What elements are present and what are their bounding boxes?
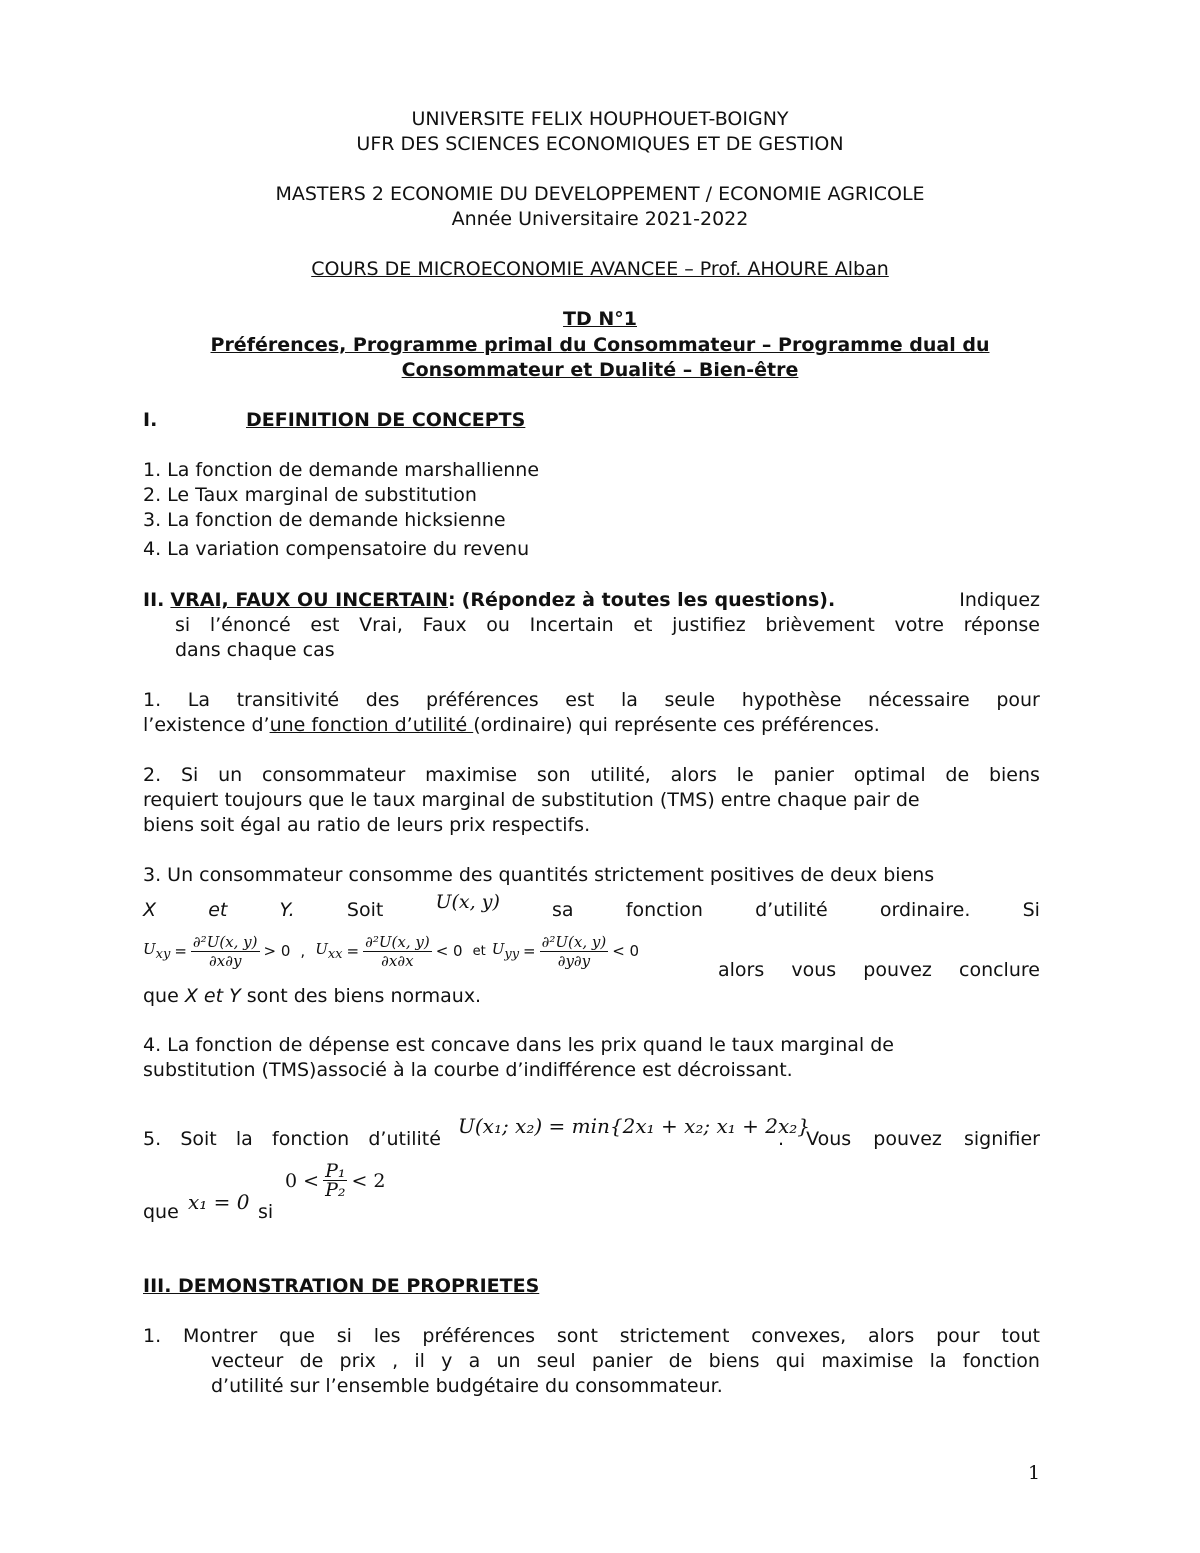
section2-heading: II. VRAI, FAUX OU INCERTAIN: (Répondez à toutes les questions). Indiquez [143, 589, 1040, 611]
section1-title: DEFINITION DE CONCEPTS [246, 409, 526, 431]
q5-utility-formula: U(x₁; x₂) = min{2x₁ + x₂; x₁ + 2x₂} [458, 1114, 810, 1138]
academic-year: Année Universitaire 2021-2022 [451, 208, 749, 230]
price-ratio-condition: 0 < $\frac{\text{P₁}}{\text{P₂}}$ < 2 [285, 1160, 386, 1201]
ufr-name: UFR DES SCIENCES ECONOMIQUES ET DE GESTION [356, 133, 844, 155]
q5-si: si [258, 1201, 274, 1223]
concept-item-3: 3. La fonction de demande hicksienne [143, 509, 506, 531]
q2-line2: requiert toujours que le taux marginal de substitution (TMS) entre chaque pair de [143, 789, 920, 811]
course-title: COURS DE MICROECONOMIE AVANCEE – Prof. AHOURE Alban [311, 258, 889, 280]
section3-title: III. DEMONSTRATION DE PROPRIETES [143, 1275, 540, 1297]
concept-item-2: 2. Le Taux marginal de substitution [143, 484, 477, 506]
fraction-uxx: $\frac{\text{∂²U(x, y)}}{\partial x\partial x}$ [365, 932, 430, 970]
s3-q1-line1: 1. Montrer que si les préférences sont strictement convexes, alors pour tout [143, 1325, 1040, 1347]
fraction-uyy: $\frac{\text{∂²U(x, y)}}{\partial y\partial y}$ [541, 932, 607, 970]
section2-instruction-line3: dans chaque cas [175, 639, 335, 661]
q4-line2: substitution (TMS)associé à la courbe d’indifférence est décroissant. [143, 1059, 793, 1081]
s3-q1-line3: d’utilité sur l’ensemble budgétaire du consommateur. [211, 1375, 723, 1397]
q3-line1: 3. Un consommateur consomme des quantités strictement positives de deux biens [143, 864, 935, 886]
q1-line1: 1. La transitivité des préférences est la seule hypothèse nécessaire pour [143, 689, 1040, 711]
q5-line1-start: 5. Soit la fonction d’utilité [143, 1128, 441, 1150]
second-derivative-conditions: $U_{xy}$ = $\frac{\text{∂²U(x, y)}}{\partial x\partial y}$ > 0 , $U_{xx}$ = $\frac{\text{∂²U(x, y)}}{\partial x\partial x}$ < 0 et $U_{yy}$ = $\frac{\text{∂²U(x, y)}}{\partial y\partial y}$ < 0 [143, 932, 640, 970]
section2-instruction-line2: si l’énoncé est Vrai, Faux ou Incertain et justifiez brièvement votre réponse [175, 614, 1040, 636]
q2-line3: biens soit égal au ratio de leurs prix respectifs. [143, 814, 591, 836]
section2-instruction: (Répondez à toutes les questions). [461, 589, 836, 611]
concept-item-1: 1. La fonction de demande marshallienne [143, 459, 540, 481]
university-name: UNIVERSITE FELIX HOUPHOUET-BOIGNY [411, 108, 789, 130]
q5-que: que [143, 1201, 179, 1223]
section2-title: VRAI, FAUX OU INCERTAIN [170, 589, 448, 611]
utility-formula: U(x, y) [435, 891, 500, 913]
fraction-uxy: $\frac{\text{∂²U(x, y)}}{\partial x\partial y}$ [192, 932, 258, 970]
section2-number: II. [143, 589, 165, 611]
q2-line1: 2. Si un consommateur maximise son utilité, alors le panier optimal de biens [143, 764, 1040, 786]
concept-item-4: 4. La variation compensatoire du revenu [143, 538, 530, 560]
section1-number: I. [143, 409, 158, 431]
q5-x1-zero: x₁ = 0 [188, 1190, 250, 1214]
s3-q1-line2: vecteur de prix , il y a un seul panier de biens qui maximise la fonction [211, 1350, 1040, 1372]
q3-line4: que X et Y sont des biens normaux. [143, 985, 482, 1007]
section2-instruction-rest: Indiquez [959, 589, 1040, 611]
td-number: TD N°1 [563, 308, 637, 330]
td-subtitle-line2: Consommateur et Dualité – Bien-être [401, 359, 799, 381]
utility-function-term: une fonction d’utilité [269, 714, 474, 736]
q4-line1: 4. La fonction de dépense est concave dans les prix quand le taux marginal de [143, 1034, 894, 1056]
price-ratio-fraction: $\frac{\text{P₁}}{\text{P₂}}$ [325, 1160, 346, 1201]
td-subtitle-line1: Préférences, Programme primal du Consommateur – Programme dual du [210, 334, 990, 356]
page-number: 1 [1028, 1462, 1041, 1484]
q5-line1-tail: . Vous pouvez signifier [778, 1128, 1040, 1150]
q3-line2: X et Y. Soit U(x, y) sa fonction d’utilité ordinaire. Si [143, 891, 1040, 921]
q3-line3-tail: alors vous pouvez conclure [718, 959, 1040, 981]
q1-line2: l’existence d’une fonction d’utilité (ordinaire) qui représente ces préférences. [143, 714, 880, 736]
masters-program: MASTERS 2 ECONOMIE DU DEVELOPPEMENT / ECONOMIE AGRICOLE [275, 183, 925, 205]
